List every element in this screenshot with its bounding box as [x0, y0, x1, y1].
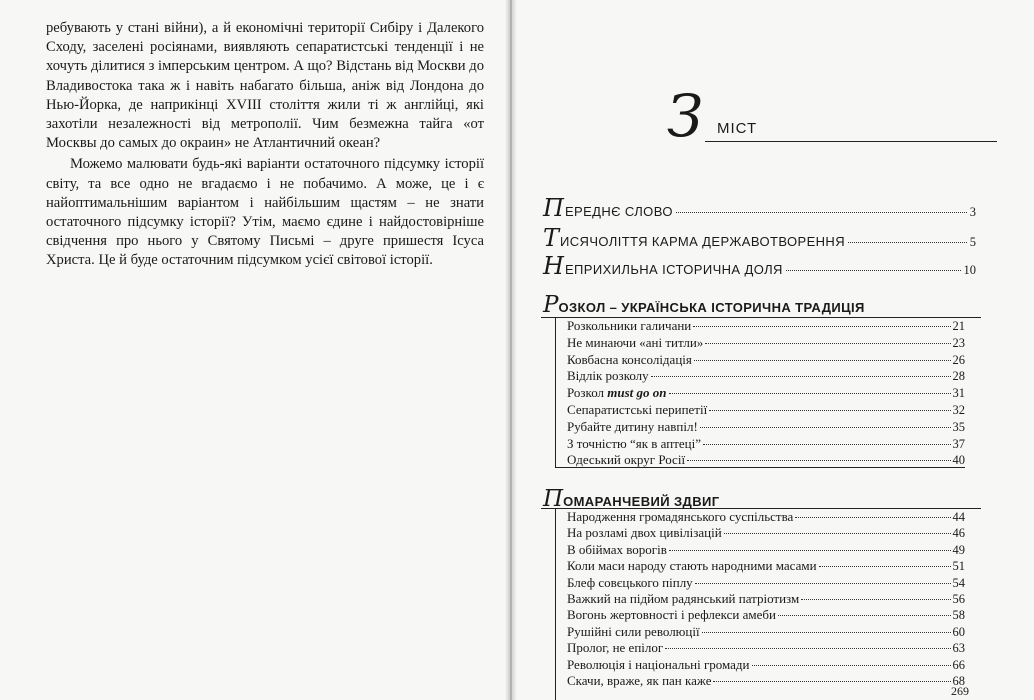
- subentry-title: [567, 575, 693, 591]
- subentry-page: 54: [952, 575, 965, 590]
- entry-page: 10: [963, 263, 976, 277]
- subentry-title: [567, 419, 698, 435]
- section-initial: Р: [543, 292, 559, 318]
- leader-dots: [752, 665, 951, 666]
- leader-dots: [801, 599, 950, 600]
- subentry-title: [567, 591, 799, 607]
- toc-subentry[interactable]: [567, 657, 965, 673]
- toc-subentry[interactable]: [567, 558, 965, 574]
- body-text: [46, 19, 484, 271]
- subentry-page: 46: [952, 526, 965, 541]
- leader-dots: [651, 376, 951, 377]
- leader-dots: [700, 427, 951, 428]
- subentry-page: 21: [952, 319, 965, 333]
- heading-rest: МІСТ: [717, 120, 758, 137]
- leader-dots: [848, 242, 967, 243]
- subentry-page: 68: [952, 674, 965, 688]
- subentry-title-text: З точністю “як в аптеці”: [567, 435, 702, 451]
- toc-subentry[interactable]: [567, 673, 965, 689]
- leader-dots: [694, 360, 951, 361]
- right-page: [511, 0, 1034, 700]
- subentry-page: 37: [952, 436, 965, 451]
- page-number: 269: [951, 684, 969, 698]
- subentry-title-text: Одеський округ Росії: [567, 452, 686, 468]
- entry-title: ЕРЕДНЄ СЛОВО: [564, 204, 673, 219]
- toc-subentry[interactable]: [567, 402, 965, 418]
- subentry-page: 35: [952, 419, 965, 434]
- subentry-title-text: На розламі двох цивілізацій: [567, 525, 722, 541]
- leader-dots: [695, 583, 951, 584]
- section-heading-schism[interactable]: [543, 292, 976, 318]
- subentry-title-italic: must go on: [607, 385, 667, 401]
- entry-initial: Н: [543, 252, 564, 280]
- subentry-title-text: Розкол: [567, 385, 605, 401]
- leader-dots: [702, 632, 951, 633]
- subentry-title: [567, 542, 667, 558]
- section-bracket: [555, 317, 556, 467]
- subentry-title-text: Коли маси народу стають народними масами: [567, 558, 817, 574]
- entry-title: ИСЯЧОЛІТТЯ КАРМА ДЕРЖАВОТВОРЕННЯ: [560, 234, 846, 249]
- subentry-page: 63: [952, 641, 965, 656]
- subentry-title: [567, 385, 667, 401]
- subentry-page: 31: [952, 386, 965, 401]
- toc-subentry[interactable]: [567, 352, 965, 368]
- toc-subentry[interactable]: [567, 542, 965, 558]
- entry-initial: П: [543, 194, 564, 222]
- entry-page: 5: [969, 235, 976, 249]
- subentry-title-text: Скачи, враже, як пан каже: [567, 673, 712, 688]
- toc-subentry[interactable]: [567, 591, 965, 607]
- subentry-page: 66: [952, 657, 965, 672]
- toc-subentry[interactable]: [567, 607, 965, 623]
- subentry-title-text: Розкольники галичани: [567, 318, 692, 333]
- subentry-title: [567, 640, 663, 656]
- subentry-title-text: Блеф совєцького піплу: [567, 574, 693, 590]
- subentry-title-text: Народження громадянського суспільства: [567, 509, 794, 524]
- leader-dots: [709, 410, 950, 411]
- subentry-page: 51: [952, 559, 965, 574]
- entry-initial: Т: [543, 224, 560, 252]
- subentry-title: [567, 607, 776, 623]
- toc-subentry[interactable]: [567, 525, 965, 541]
- section-initial: П: [543, 486, 564, 512]
- toc-entry-foreword[interactable]: [543, 196, 976, 220]
- subentry-title-text: Рушійні сили революції: [567, 623, 700, 639]
- leader-dots: [693, 326, 950, 327]
- subentry-title: [567, 452, 685, 468]
- subentry-title-text: Пролог, не епілог: [567, 640, 664, 656]
- toc-subentry[interactable]: [567, 318, 965, 334]
- subentry-title: [567, 558, 817, 574]
- leader-dots: [665, 648, 950, 649]
- entry-title: ЕПРИХИЛЬНА ІСТОРИЧНА ДОЛЯ: [564, 262, 783, 277]
- toc-subentry[interactable]: [567, 509, 965, 525]
- leader-dots: [713, 681, 950, 682]
- section-title: ОЗКОЛ – УКРАЇНСЬКА ІСТОРИЧНА ТРАДИЦІЯ: [558, 300, 865, 315]
- subentry-page: 49: [952, 542, 965, 557]
- toc-subentry[interactable]: [567, 452, 965, 468]
- leader-dots: [724, 533, 951, 534]
- heading-rule: [705, 141, 997, 142]
- leader-dots: [687, 460, 950, 461]
- subentry-page: 23: [952, 335, 965, 350]
- subentry-title-text: Революція і національні громади: [567, 656, 750, 672]
- subentry-title: [567, 318, 691, 334]
- section-title: ОМАРАНЧЕВИЙ ЗДВИГ: [563, 494, 720, 509]
- subentry-page: 40: [952, 453, 965, 468]
- subentry-title: [567, 525, 722, 541]
- leader-dots: [778, 615, 951, 616]
- subentry-page: 28: [952, 369, 965, 384]
- toc-entry-unfavorable-fate[interactable]: [543, 254, 976, 278]
- toc-subentry[interactable]: [567, 640, 965, 656]
- subentry-title-text: Відлік розколу: [567, 368, 649, 384]
- subentry-title: [567, 335, 703, 351]
- subentry-title: [567, 352, 692, 368]
- subentry-title: [567, 673, 711, 689]
- subentry-title: [567, 368, 649, 384]
- leader-dots: [669, 550, 951, 551]
- contents-heading: [667, 82, 997, 150]
- subentry-page: 32: [952, 403, 965, 417]
- subentry-page: 26: [952, 352, 965, 367]
- toc-subentry[interactable]: [567, 419, 965, 435]
- paragraph-2: Можемо малювати будь-які варіанти остаточного підсумку історії світу, та все одно не вгадаємо і не побачимо. А може, це і є найоптимальнішим варіантом і найбільшим щастям – не знати остаточного підсумку історії? Утім, маємо єдине і найдостовірніше свідчення про нього у Святому Письмі – друге пришестя Ісуса Христа. Це й буде остаточним підсумком усієї світової історії.: [46, 156, 484, 269]
- leader-dots: [819, 566, 951, 567]
- subentry-title: [567, 402, 707, 418]
- leader-dots: [703, 444, 950, 445]
- toc-entry-millennium[interactable]: [543, 226, 976, 250]
- left-page: [0, 0, 511, 700]
- subentry-title: [567, 436, 701, 452]
- subentry-title: [567, 657, 750, 673]
- subentry-page: 56: [952, 592, 965, 606]
- subentry-page: 60: [952, 624, 965, 639]
- toc-subentry[interactable]: [567, 385, 965, 401]
- subentry-title-text: В обіймах ворогів: [567, 541, 667, 557]
- toc-subentry[interactable]: [567, 368, 965, 384]
- subentry-title-text: Не минаючи «ані титли»: [567, 334, 704, 350]
- section-bracket: [555, 508, 556, 700]
- subentry-page: 58: [952, 608, 965, 623]
- subentry-title-text: Важкий на підйом радянський патріотизм: [567, 591, 800, 606]
- subentry-title-text: Сепаратистські перипетії: [567, 402, 708, 417]
- toc-subentry[interactable]: [567, 575, 965, 591]
- subentry-title-text: Ковбасна консолідація: [567, 351, 692, 367]
- subentry-title-text: Рубайте дитину навпіл!: [567, 418, 698, 434]
- book-gutter: [505, 0, 517, 700]
- leader-dots: [786, 270, 961, 271]
- subentry-title: [567, 624, 700, 640]
- subentry-title: [567, 509, 793, 525]
- toc-subentry[interactable]: [567, 436, 965, 452]
- subentry-title-text: Вогонь жертовності і рефлекси амеби: [567, 607, 776, 623]
- toc-subentry[interactable]: [567, 335, 965, 351]
- leader-dots: [795, 517, 950, 518]
- entry-page: 3: [969, 205, 976, 219]
- leader-dots: [676, 212, 967, 213]
- leader-dots: [669, 393, 951, 394]
- paragraph-1: ребувають у стані війни), а й економічні території Сибіру і Далекого Сходу, заселені росіянами, виявляють сепаратистські тенденції і не хочуть ділитися з імперським центром. А що? Відстань від Москви до Владивостока така ж і навіть набагато більша, аніж від Лондона до Нью-Йорка, де наприкінці XVIII століття жили ті ж англійці, які захотіли незалежності від метрополії. Чим безмежна тайга «от Москвы до самых до окраин» не Атлантичний океан?: [46, 20, 484, 152]
- toc-subentry[interactable]: [567, 624, 965, 640]
- heading-initial: З: [667, 82, 704, 150]
- leader-dots: [705, 343, 950, 344]
- subentry-page: 44: [952, 510, 965, 524]
